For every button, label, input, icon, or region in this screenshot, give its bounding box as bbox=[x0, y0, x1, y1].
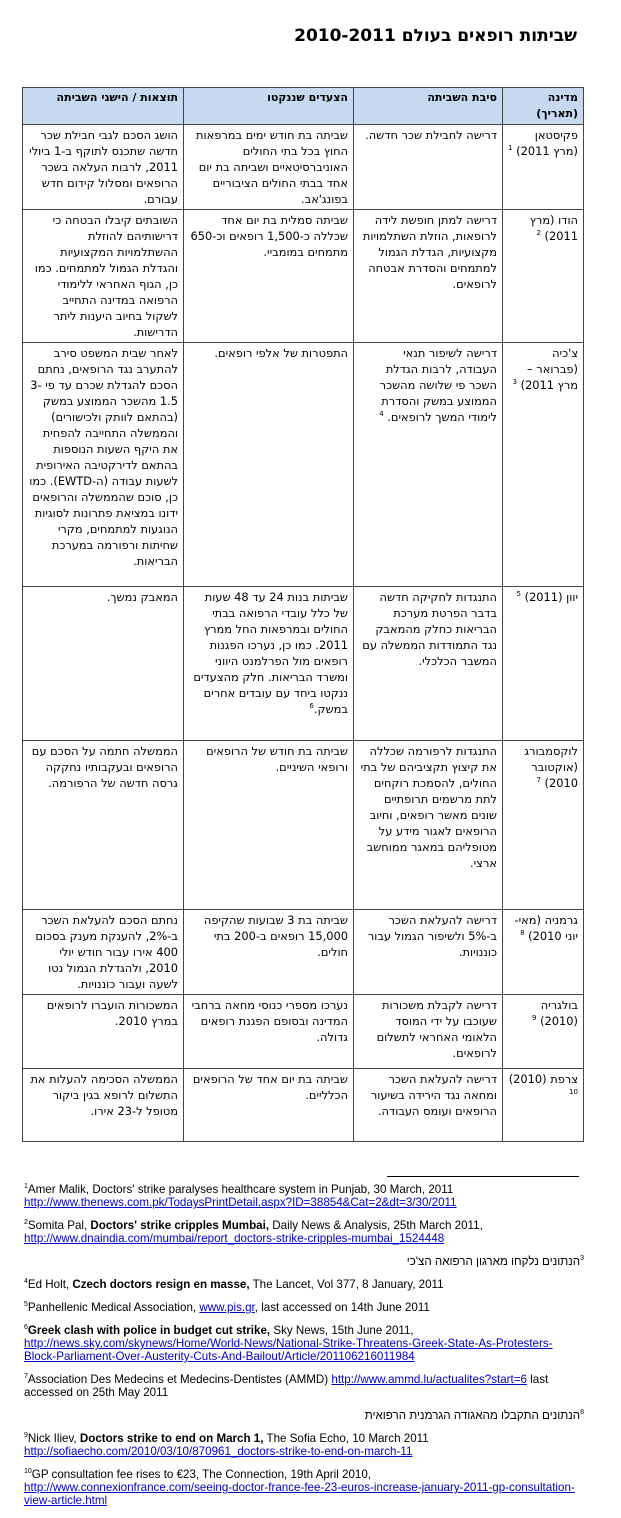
cell-reason bbox=[354, 210, 503, 343]
footnote-text: , last accessed on 14th June 2011 bbox=[254, 1301, 430, 1314]
footnote-text: הנתונים נלקחו מארגון הרפואה הצ'כי bbox=[406, 1255, 581, 1268]
cell-sanctions bbox=[184, 910, 354, 995]
country-text: לוקסמבורג (אוקטובר 2010) bbox=[524, 744, 578, 790]
footnote-ref: 5 bbox=[516, 590, 521, 599]
cell-country bbox=[503, 587, 584, 741]
cell-reason bbox=[354, 1069, 503, 1142]
results-text: השובתים קיבלו הבטחה כי דרישותיהם להוזלת ההשתלמויות המקצועיות והגדלת הגמול למתמחים. כמו כן, הגוף האחראי ללימודי הרפואה במדינה התחייב לשקול בחיוב היענות ליתר הדרישות. bbox=[34, 213, 178, 339]
footnote-bold-title: Greek clash with police in budget cut strike, bbox=[27, 1324, 271, 1337]
header-sanctions: הצעדים שננקטו bbox=[184, 88, 354, 125]
footnote-bold-title: Doctors strike to end on March 1, bbox=[79, 1432, 264, 1445]
footnote-ref: 4 bbox=[379, 410, 384, 419]
footnote-link[interactable]: http://news.sky.com/skynews/Home/World-News/National-Strike-Threatens-Greek-State-As-Protesters-Block-Parliament-Over-Austerity-Cuts-And-Bailout/Article/201106216011984 bbox=[24, 1337, 553, 1363]
cell-results bbox=[23, 741, 184, 910]
cell-results bbox=[23, 1069, 184, 1142]
footnote-ref: 1 bbox=[24, 1183, 28, 1191]
table-row bbox=[23, 1069, 584, 1142]
cell-country bbox=[503, 210, 584, 343]
footnote-ref: 6 bbox=[309, 702, 314, 711]
cell-sanctions bbox=[184, 741, 354, 910]
country-text: גרמניה (מאי- יוני 2010) bbox=[514, 913, 578, 943]
footnotes bbox=[24, 1183, 584, 1517]
footnote-ref: 5 bbox=[24, 1301, 28, 1309]
cell-reason bbox=[354, 343, 503, 587]
sanctions-text: שביתות בנות 24 עד 48 שעות של כלל עובדי הרפואה בבתי החולים ובמרפאות החל ממרץ 2011. כמו כן, נערכו הפגנות רופאים מול הפרלמנט היווני ומשרד הבריאות. חלק מהצעדים ננקטו ביחד עם עובדים אחרים במשק. bbox=[193, 590, 348, 716]
sanctions-text: שביתה בת חודש ימים במרפאות החוץ בכל בתי החולים האוניברסיטאיים ושביתה בת יום אחד בבתי החולים הציבוריים בפונג'אב. bbox=[196, 128, 348, 206]
cell-sanctions bbox=[184, 210, 354, 343]
cell-sanctions bbox=[184, 995, 354, 1069]
footnote-link[interactable]: http://www.thenews.com.pk/TodaysPrintDetail.aspx?ID=38854&Cat=2&dt=3/30/2011 bbox=[24, 1196, 457, 1209]
reason-text: דרישה לשיפור תנאי העבודה, לרבות הגדלת השכר פי שלושה מהשכר הממוצע במשק והסדרת לימודי המשך לרופאים. bbox=[379, 346, 497, 424]
cell-sanctions bbox=[184, 125, 354, 210]
cell-results bbox=[23, 587, 184, 741]
results-text: נחתם הסכם להעלאת השכר ב-2%, להענקת מענק בסכום 400 אירו עבור חודש יולי 2010, ולהגדלת הגמול נטו לשעה ועבור כוננויות. bbox=[35, 913, 178, 991]
sanctions-text: שביתה בת 3 שבועות שהקיפה 15,000 רופאים ב-200 בתי חולים. bbox=[203, 913, 348, 959]
footnote-ref: 3 bbox=[580, 1255, 584, 1263]
sanctions-text: שביתה בת חודש של הרופאים ורופאי השיניים. bbox=[206, 744, 348, 774]
footnote-item bbox=[24, 1219, 584, 1245]
footnote-item bbox=[24, 1373, 584, 1399]
footnote-text: last accessed on 25th May 2011 bbox=[24, 1373, 549, 1399]
footnote-text: Daily News & Analysis, 25th March 2011, bbox=[269, 1219, 483, 1232]
reason-text: דרישה להעלאת השכר ב-5% ולשיפור הגמול עבור כוננויות. bbox=[367, 913, 497, 959]
reason-text: דרישה לקבלת משכורות שעוכבו על ידי המוסד הלאומי האחראי לתשלום לרופאים. bbox=[376, 998, 497, 1060]
results-text: הממשלה הסכימה להעלות את התשלום לרופא בגין ביקור מטופל ל-23 אירו. bbox=[30, 1072, 178, 1118]
footnote-text: Somita Pal, bbox=[27, 1219, 91, 1232]
cell-country bbox=[503, 343, 584, 587]
footnote-text: The Lancet, Vol 377, 8 January, 2011 bbox=[249, 1278, 444, 1291]
cell-reason bbox=[354, 741, 503, 910]
footnote-text: Association Des Medecins et Medecins-Dentistes (AMMD) bbox=[27, 1373, 332, 1386]
table-row bbox=[23, 125, 584, 210]
reason-text: התנגדות לרפורמה שכללה את קיצוץ תקציביהם של בתי החולים, להסמכת רוקחים לתת מרשמים תרופתיים שונים מאשר רופאים, וחיוב הרופאים לאגור מידע על מטופליהם במאגר ממוחשב ארצי. bbox=[360, 744, 497, 870]
footnote-ref: 9 bbox=[24, 1432, 28, 1440]
header-country: מדינה (תאריך) bbox=[503, 88, 584, 125]
footnote-item bbox=[24, 1432, 584, 1458]
footnote-ref: 10 bbox=[24, 1468, 32, 1476]
sanctions-text: שביתה סמלית בת יום אחד שכללה כ-1,500 רופאים וכ-650 מתמחים במומביי. bbox=[190, 213, 348, 259]
footnote-separator bbox=[387, 1176, 579, 1177]
cell-country bbox=[503, 741, 584, 910]
cell-sanctions bbox=[184, 587, 354, 741]
footnote-bold-title: Doctors' strike cripples Mumbai, bbox=[90, 1219, 270, 1232]
footnote-item bbox=[24, 1278, 584, 1291]
cell-reason bbox=[354, 587, 503, 741]
cell-sanctions bbox=[184, 343, 354, 587]
table-header-row bbox=[23, 88, 584, 125]
footnote-link[interactable]: http://www.ammd.lu/actualites?start=6 bbox=[331, 1373, 527, 1386]
cell-results bbox=[23, 343, 184, 587]
table-row bbox=[23, 587, 584, 741]
country-text: פקיסטאן (מרץ 2011) bbox=[516, 128, 578, 158]
country-text: בולגריה (2010) bbox=[540, 998, 578, 1028]
table-row bbox=[23, 995, 584, 1069]
footnote-ref: 10 bbox=[569, 1088, 578, 1097]
footnote-text: הנתונים התקבלו מהאגודה הגרמנית הרפואית bbox=[364, 1409, 581, 1422]
footnote-link[interactable]: http://sofiaecho.com/2010/03/10/870961_doctors-strike-to-end-on-march-11 bbox=[24, 1445, 413, 1458]
cell-country bbox=[503, 995, 584, 1069]
results-text: הושג הסכם לגבי חבילת שכר חדשה שתכנס לתוקף ב-1 ביולי 2011, לרבות העלאה בשכר הרופאים ומסלול קידום חדש עבורם. bbox=[29, 128, 178, 206]
cell-country bbox=[503, 125, 584, 210]
footnote-ref: 6 bbox=[24, 1324, 28, 1332]
cell-results bbox=[23, 125, 184, 210]
footnote-ref: 2 bbox=[24, 1219, 28, 1227]
table-row bbox=[23, 741, 584, 910]
results-text: המשכורות הועברו לרופאים במרץ 2010. bbox=[46, 998, 178, 1028]
footnote-text: The Sofia Echo, 10 March 2011 bbox=[263, 1432, 429, 1445]
footnote-text: GP consultation fee rises to €23, The Connection, 19th April 2010, bbox=[31, 1468, 372, 1481]
reason-text: דרישה להעלאת השכר ומחאה נגד הירידה בשיעור הרופאים ועומס העבודה. bbox=[370, 1072, 497, 1118]
footnote-ref: 1 bbox=[508, 144, 513, 153]
footnote-link[interactable]: http://www.dnaindia.com/mumbai/report_doctors-strike-cripples-mumbai_1524448 bbox=[24, 1232, 445, 1245]
footnote-item bbox=[24, 1409, 584, 1422]
cell-sanctions bbox=[184, 1069, 354, 1142]
header-reason: סיבת השביתה bbox=[354, 88, 503, 125]
footnote-item bbox=[24, 1301, 584, 1314]
footnote-text: Sky News, 15th June 2011, bbox=[270, 1324, 414, 1337]
cell-country bbox=[503, 910, 584, 995]
sanctions-text: התפטרות של אלפי רופאים. bbox=[214, 346, 348, 360]
cell-reason bbox=[354, 995, 503, 1069]
sanctions-text: שביתה בת יום אחד של הרופאים הכלליים. bbox=[192, 1072, 348, 1102]
footnote-item bbox=[24, 1255, 584, 1268]
country-text: צ'כיה (פברואר – מרץ 2011) bbox=[520, 346, 578, 392]
table-row bbox=[23, 210, 584, 343]
reason-text: דרישה לחבילת שכר חדשה. bbox=[365, 128, 497, 142]
results-text: המאבק נמשך. bbox=[106, 590, 178, 604]
footnote-link[interactable]: http://www.connexionfrance.com/seeing-doctor-france-fee-23-euros-increase-january-2011-gp-consultation-view-article.html bbox=[24, 1481, 575, 1507]
footnote-link[interactable]: www.pis.gr bbox=[199, 1301, 255, 1314]
footnote-ref: 9 bbox=[532, 1014, 537, 1023]
footnote-item bbox=[24, 1324, 584, 1363]
footnote-item bbox=[24, 1183, 584, 1209]
cell-country bbox=[503, 1069, 584, 1142]
footnote-ref: 7 bbox=[536, 776, 541, 785]
results-text: הממשלה חתמה על הסכם עם הרופאים ובעקבותיו נחקקה גרסה חדשה של הרפורמה. bbox=[31, 744, 178, 790]
cell-results bbox=[23, 910, 184, 995]
footnote-ref: 3 bbox=[512, 378, 517, 387]
country-text: יוון (2011) bbox=[524, 590, 578, 604]
footnote-bold-title: Czech doctors resign en masse, bbox=[72, 1278, 250, 1291]
footnote-text: Ed Holt, bbox=[27, 1278, 73, 1291]
cell-results bbox=[23, 210, 184, 343]
footnote-text: Amer Malik, Doctors' strike paralyses healthcare system in Punjab, 30 March, 2011 bbox=[27, 1183, 454, 1196]
cell-results bbox=[23, 995, 184, 1069]
footnote-text: Nick Iliev, bbox=[27, 1432, 80, 1445]
footnote-ref: 7 bbox=[24, 1373, 28, 1381]
table-row bbox=[23, 910, 584, 995]
footnote-ref: 8 bbox=[520, 929, 525, 938]
cell-reason bbox=[354, 910, 503, 995]
footnote-ref: 8 bbox=[580, 1409, 584, 1417]
country-text: צרפת (2010) bbox=[508, 1072, 578, 1086]
footnote-text: Panhellenic Medical Association, bbox=[27, 1301, 200, 1314]
header-results: תוצאות / הישגי השביתה bbox=[23, 88, 184, 125]
page-title: שביתות רופאים בעולם 2010-2011 bbox=[294, 26, 577, 46]
results-text: לאחר שבית המשפט סירב להתערב נגד הרופאים, נחתם הסכם להגדלת שכרם עד פי 3-1.5 מהשכר הממוצע במשק (בהתאם לוותק ולכישורים) והממשלה התחייבה להפחית את היקף השעות הנוספות בהתאם לדירקטיבה האירופית לשעות עבודה (ה-EWTD). כמו כן, סוכם שהממשלה והרופאים ידונו במציאת פתרונות לסוגיות הנוגעות למתמחים, מקרי שחיתות ורפורמה במערכת הבריאות. bbox=[29, 346, 178, 568]
country-text: הודו (מרץ 2011) bbox=[529, 213, 578, 243]
strikes-table bbox=[22, 87, 584, 1142]
sanctions-text: נערכו מספרי כנוסי מחאה ברחבי המדינה ובסופם הפגנת רופאים גדולה. bbox=[191, 998, 348, 1044]
footnote-ref: 4 bbox=[24, 1278, 28, 1286]
footnote-ref: 2 bbox=[536, 229, 541, 238]
cell-reason bbox=[354, 125, 503, 210]
reason-text: התנגדות לחקיקה חדשה בדבר הפרטת מערכת הבריאות כחלק מהמאבק נגד התמודדות הממשלה עם המשבר הכלכלי. bbox=[362, 590, 497, 668]
footnote-item bbox=[24, 1468, 584, 1507]
table-row bbox=[23, 343, 584, 587]
reason-text: דרישה למתן חופשת לידה לרופאות, הוזלת השתלמויות מקצועיות, הגדלת הגמול למתמחים והסדרת אבטחה לרופאים. bbox=[362, 213, 497, 291]
